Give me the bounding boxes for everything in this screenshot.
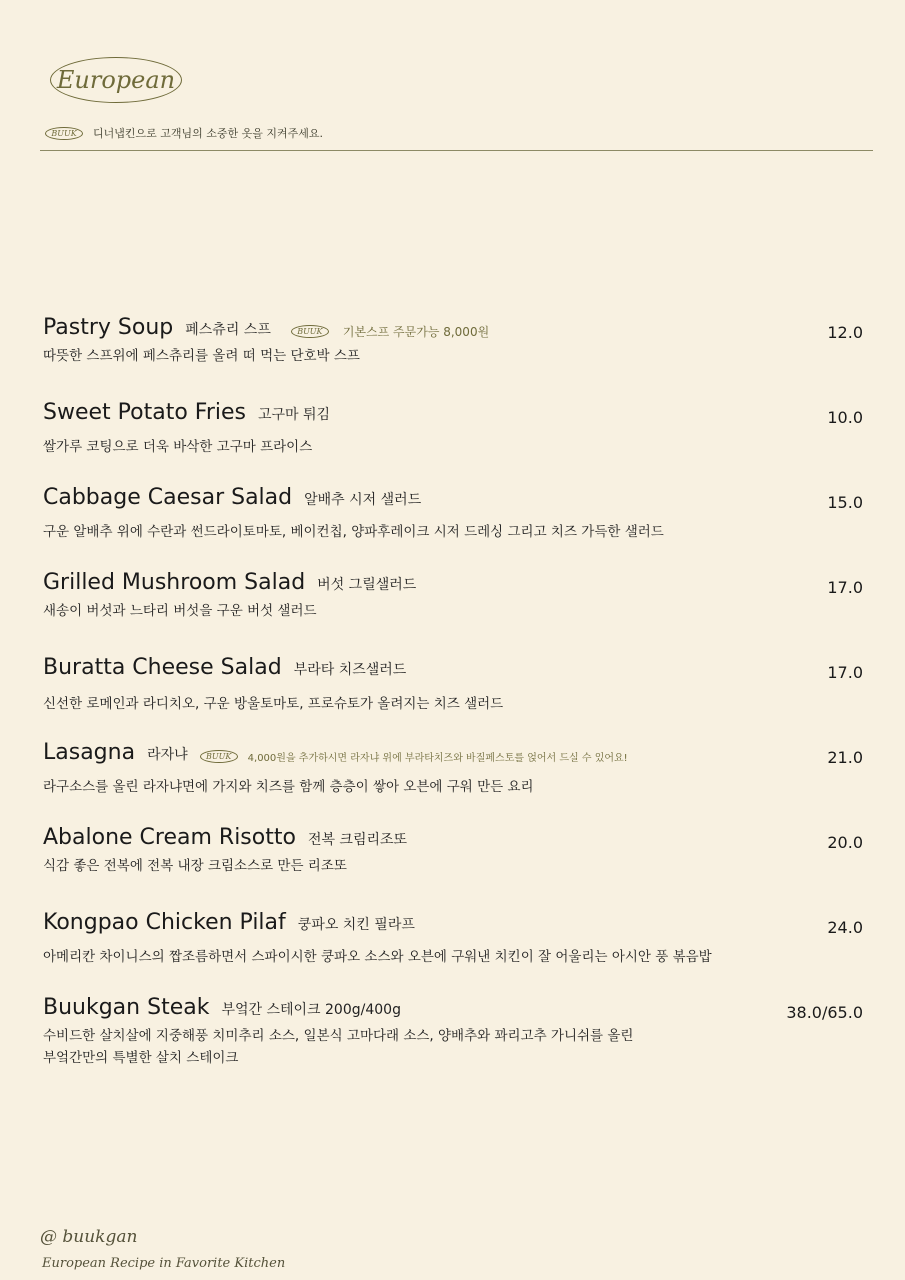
item-korean-name: 버섯 그릴샐러드 [317,577,417,593]
item-extra-note [200,749,628,764]
item-name: Kongpao Chicken Pilaf [43,910,286,935]
item-name: Sweet Potato Fries [43,400,246,425]
item-extra-text: 4,000원을 추가하시면 라자냐 위에 부라타치즈와 바질페스토를 얹어서 드실 수 있어요! [247,753,628,764]
footer-handle: @ buukgan [40,1227,138,1247]
item-description: 아메리칸 차이니스의 짭조름하면서 스파이시한 쿵파오 소스와 오븐에 구워낸 치킨이 잘 어울리는 아시안 풍 볶음밥 [43,949,712,965]
item-price: 10.0 [827,408,863,427]
item-korean-name: 전복 크림리조또 [307,832,408,848]
item-korean-name: 라자냐 [147,747,188,763]
item-description: 신선한 로메인과 라디치오, 구운 방울토마토, 프로슈토가 올려지는 치즈 샐러드 [43,696,504,712]
item-description: 따뜻한 스프위에 페스츄리를 올려 떠 먹는 단호박 스프 [43,348,360,364]
menu-item-cabbage-caesar-salad [43,485,863,543]
item-extra-note [291,323,489,340]
item-name: Lasagna [43,740,136,765]
item-korean-name: 고구마 튀김 [257,407,331,423]
item-description-line-2: 부엌간만의 특별한 살치 스테이크 [43,1050,239,1066]
item-description: 쌀가루 코팅으로 더욱 바삭한 고구마 프라이스 [43,439,313,455]
menu-item-grilled-mushroom-salad [43,570,863,622]
menu-item-pastry-soup [43,315,863,367]
buuk-badge: BUUK [291,325,329,338]
item-name: Abalone Cream Risotto [43,825,296,850]
item-description: 구운 알배추 위에 수란과 썬드라이토마토, 베이컨칩, 양파후레이크 시저 드레싱 그리고 치즈 가득한 샐러드 [43,524,664,540]
item-price: 15.0 [827,493,863,512]
menu-item-abalone-cream-risotto [43,825,863,877]
item-price: 20.0 [827,833,863,852]
item-extra-text: 기본스프 주문가능 8,000원 [342,325,490,339]
menu-item-sweet-potato-fries [43,400,863,458]
item-price: 21.0 [827,748,863,767]
item-korean-name: 알배추 시저 샐러드 [304,492,422,508]
item-description: 식감 좋은 전복에 전복 내장 크림소스로 만든 리조또 [43,858,347,874]
menu-item-buukgan-steak [43,995,863,1069]
buuk-badge: BUUK [45,127,83,140]
menu-item-buratta-cheese-salad [43,655,863,715]
item-korean-name: 부라타 치즈샐러드 [293,662,407,678]
item-price: 12.0 [827,323,863,342]
item-name: Grilled Mushroom Salad [43,570,306,595]
buuk-badge: BUUK [200,750,238,763]
item-korean-name: 쿵파오 치킨 필라프 [297,917,415,933]
item-description: 수비드한 살치살에 지중해풍 치미추리 소스, 일본식 고마다래 소스, 양배추와 꽈리고추 가니쉬를 올린 [43,1028,634,1044]
european-logo [50,57,182,103]
notice-text: 디너냅킨으로 고객님의 소중한 옷을 지켜주세요. [93,127,324,140]
footer-tagline: European Recipe in Favorite Kitchen [42,1256,286,1271]
item-name: Cabbage Caesar Salad [43,485,293,510]
item-description: 새송이 버섯과 느타리 버섯을 구운 버섯 샐러드 [43,603,317,619]
header-divider [40,150,873,151]
item-name: Pastry Soup [43,315,174,340]
logo-text: European [56,66,176,94]
napkin-notice [45,125,323,141]
item-price: 38.0/65.0 [786,1003,863,1022]
menu-item-kongpao-chicken-pilaf [43,910,863,968]
item-name: Buratta Cheese Salad [43,655,282,680]
item-description: 라구소스를 올린 라자냐면에 가지와 치즈를 함께 층층이 쌓아 오븐에 구워 만든 요리 [43,779,534,795]
item-price: 24.0 [827,918,863,937]
menu-item-lasagna [43,740,863,798]
item-price: 17.0 [827,578,863,597]
item-name: Buukgan Steak [43,995,210,1020]
item-korean-name: 부엌간 스테이크 200g/400g [221,1002,401,1018]
item-korean-name: 페스츄리 스프 [185,322,271,338]
item-price: 17.0 [827,663,863,682]
